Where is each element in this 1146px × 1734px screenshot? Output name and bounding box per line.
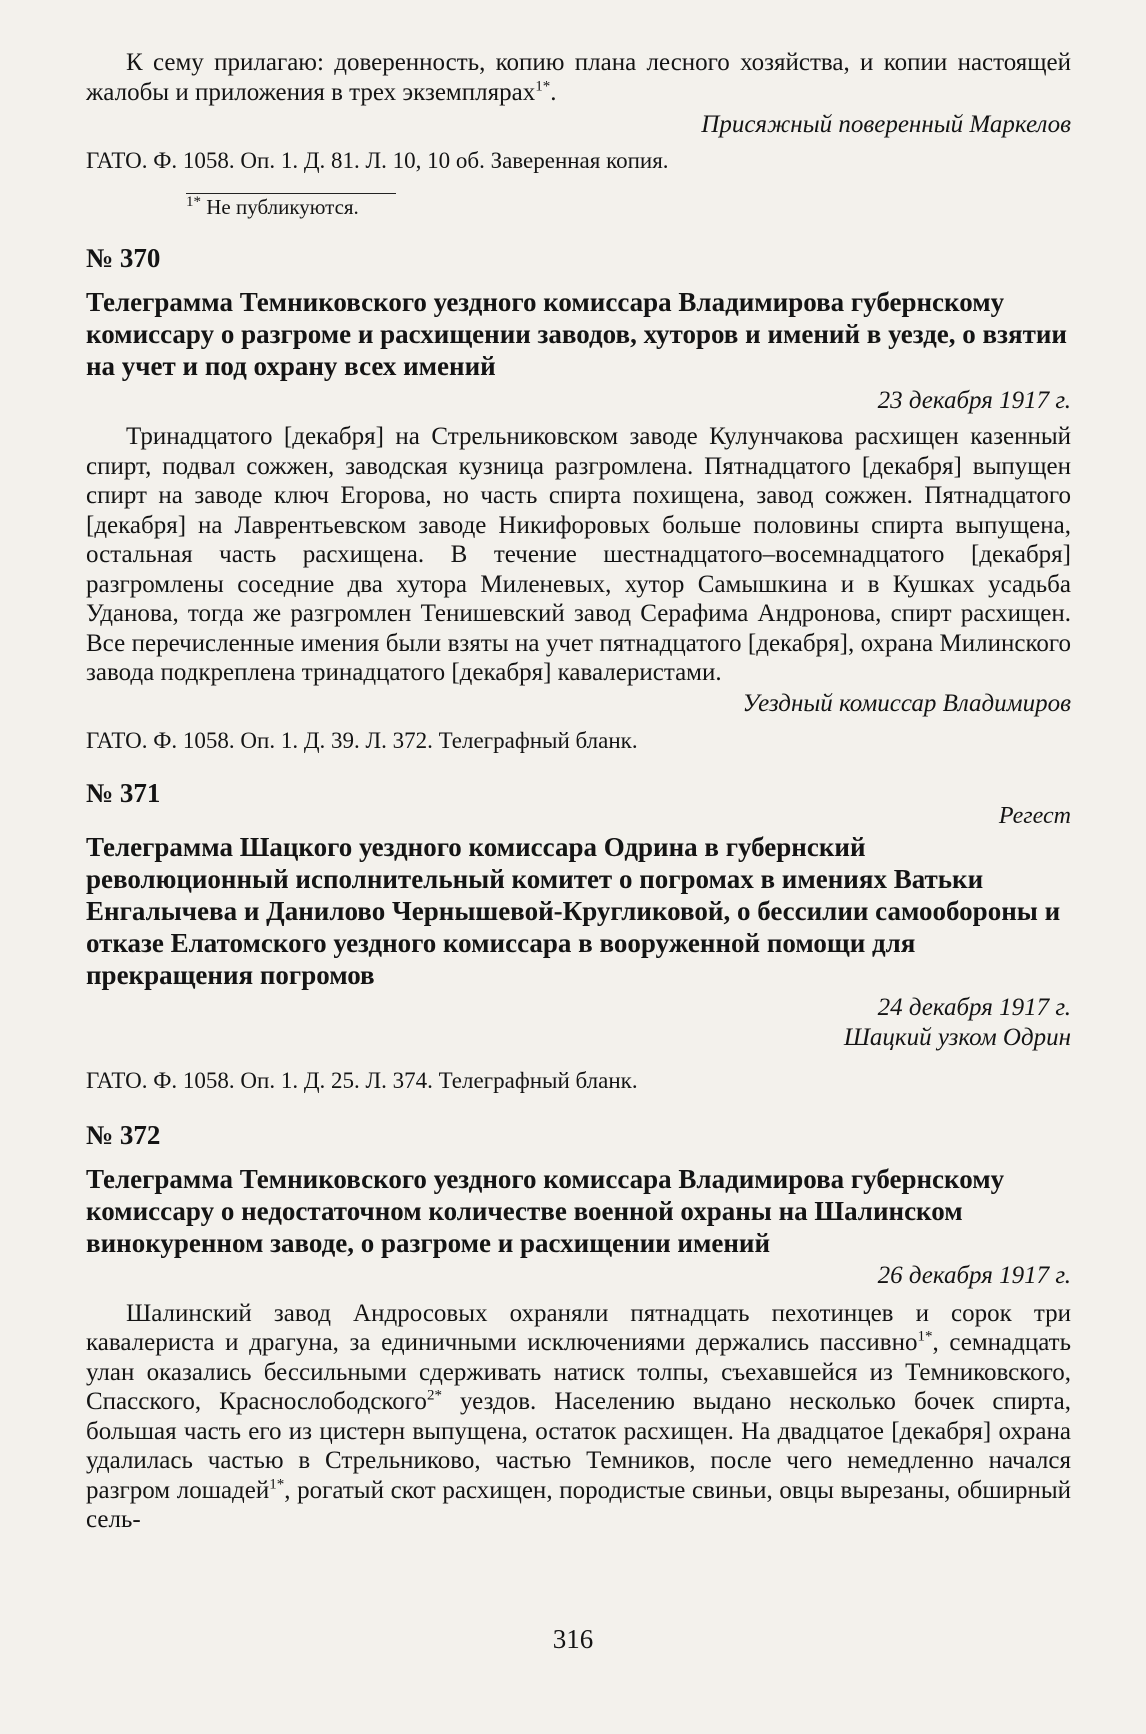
document-number: № 371 xyxy=(86,777,161,808)
footnote-ref[interactable]: 2* xyxy=(426,1387,442,1404)
footnote-ref[interactable]: 1* xyxy=(535,78,551,95)
document-number: № 370 xyxy=(86,243,161,273)
document-source: ГАТО. Ф. 1058. Оп. 1. Д. 25. Л. 374. Телеграфный бланк. xyxy=(86,1067,638,1093)
document-signature: Шацкий узком Одрин xyxy=(843,1023,1071,1051)
document-source: ГАТО. Ф. 1058. Оп. 1. Д. 39. Л. 372. Телеграфный бланк. xyxy=(86,727,638,753)
intro-source: ГАТО. Ф. 1058. Оп. 1. Д. 81. Л. 10, 10 об. Заверенная копия. xyxy=(86,148,669,173)
document-body: Тринадцатого [декабря] на Стрельниковском заводе Кулунчакова расхищен казенный спирт, подвал сожжен, заводская кузница разгромлена. Пятнадцатого [декабря] выпущен спирт на заводе ключ Егорова, но часть спирта похищена, завод сожжен. Пятнадцатого [декабря] на Лаврентьевском заводе Никифоровых больше половины спирта выпущена, остальная часть расхищена. В течение шестнадцатого–восемнадцатого [декабря] разгромлены соседние два хутора Миленевых, хутор Самышкина и в Кушках усадьба Уданова, тогда же разгромлен Тенишевский завод Серафима Андронова, спирт расхищен. Все перечисленные имения были взяты на учет пятнадцатого [декабря], охрана Милинского завода подкреплена тринадцатого [декабря] кавалеристами. xyxy=(86,423,1071,686)
intro-paragraph: К сему прилагаю: доверенность, копию плана лесного хозяйства, и копии настоящей жалобы и приложения в трех экземплярах$^{1*}$. xyxy=(86,49,1071,106)
document-date: 23 декабря 1917 г. xyxy=(877,387,1071,414)
document-title: Телеграмма Шацкого уездного комиссара Одрина в губернский революционный исполнительный комитет о погромах в имениях Ватьки Енгалычева и Данилово Чернышевой-Кругликовой, о бессилии самообороны и отказе Елатомского уездного комиссара в вооруженной помощи для прекращения погромов xyxy=(86,831,1061,990)
document-date: 24 декабря 1917 г. xyxy=(877,993,1071,1021)
intro-signature: Присяжный поверенный Маркелов xyxy=(701,111,1071,138)
document-title: Телеграмма Темниковского уездного комиссара Владимирова губернскому комиссару о разгроме и расхищении заводов, хуторов и имений в уезде, о взятии на учет и под охрану всех имений xyxy=(86,287,1067,381)
footnote-ref[interactable]: 1* xyxy=(269,1476,285,1493)
regest-label: Регест xyxy=(998,802,1071,829)
page-number: 316 xyxy=(552,1624,594,1654)
footnote: $^{1*}$ Не публикуются. xyxy=(186,194,359,219)
document-body: Шалинский завод Андросовых охраняли пятнадцать пехотинцев и сорок три кавалериста и драгуна, за единичными исключениями держались пассивно$^{1*}$, семнадцать улан оказались бессильными сдерживать натиск толпы, съехавшейся из Темниковского, Спасского, Краснослободского$^{2*}$ уездов. Населению выдано несколько бочек спирта, большая часть его из цистерн выпущена, остаток расхищен. На двадцатое [декабря] охрана удалилась частью в Стрельниково, частью Темников, после чего немедленно начался разгром лошадей$^{1*}$, рогатый скот расхищен, породистые свиньи, овцы вырезаны, обширный сель- xyxy=(86,1299,1072,1533)
document-signature: Уездный комиссар Владимиров xyxy=(742,689,1071,717)
document-date: 26 декабря 1917 г. xyxy=(877,1261,1071,1289)
footnote-ref[interactable]: 1* xyxy=(917,1328,933,1345)
document-title: Телеграмма Темниковского уездного комиссара Владимирова губернскому комиссару о недостаточном количестве военной охраны на Шалинском винокуренном заводе, о разгроме и расхищении имений xyxy=(86,1163,1005,1258)
document-number: № 372 xyxy=(86,1119,161,1150)
